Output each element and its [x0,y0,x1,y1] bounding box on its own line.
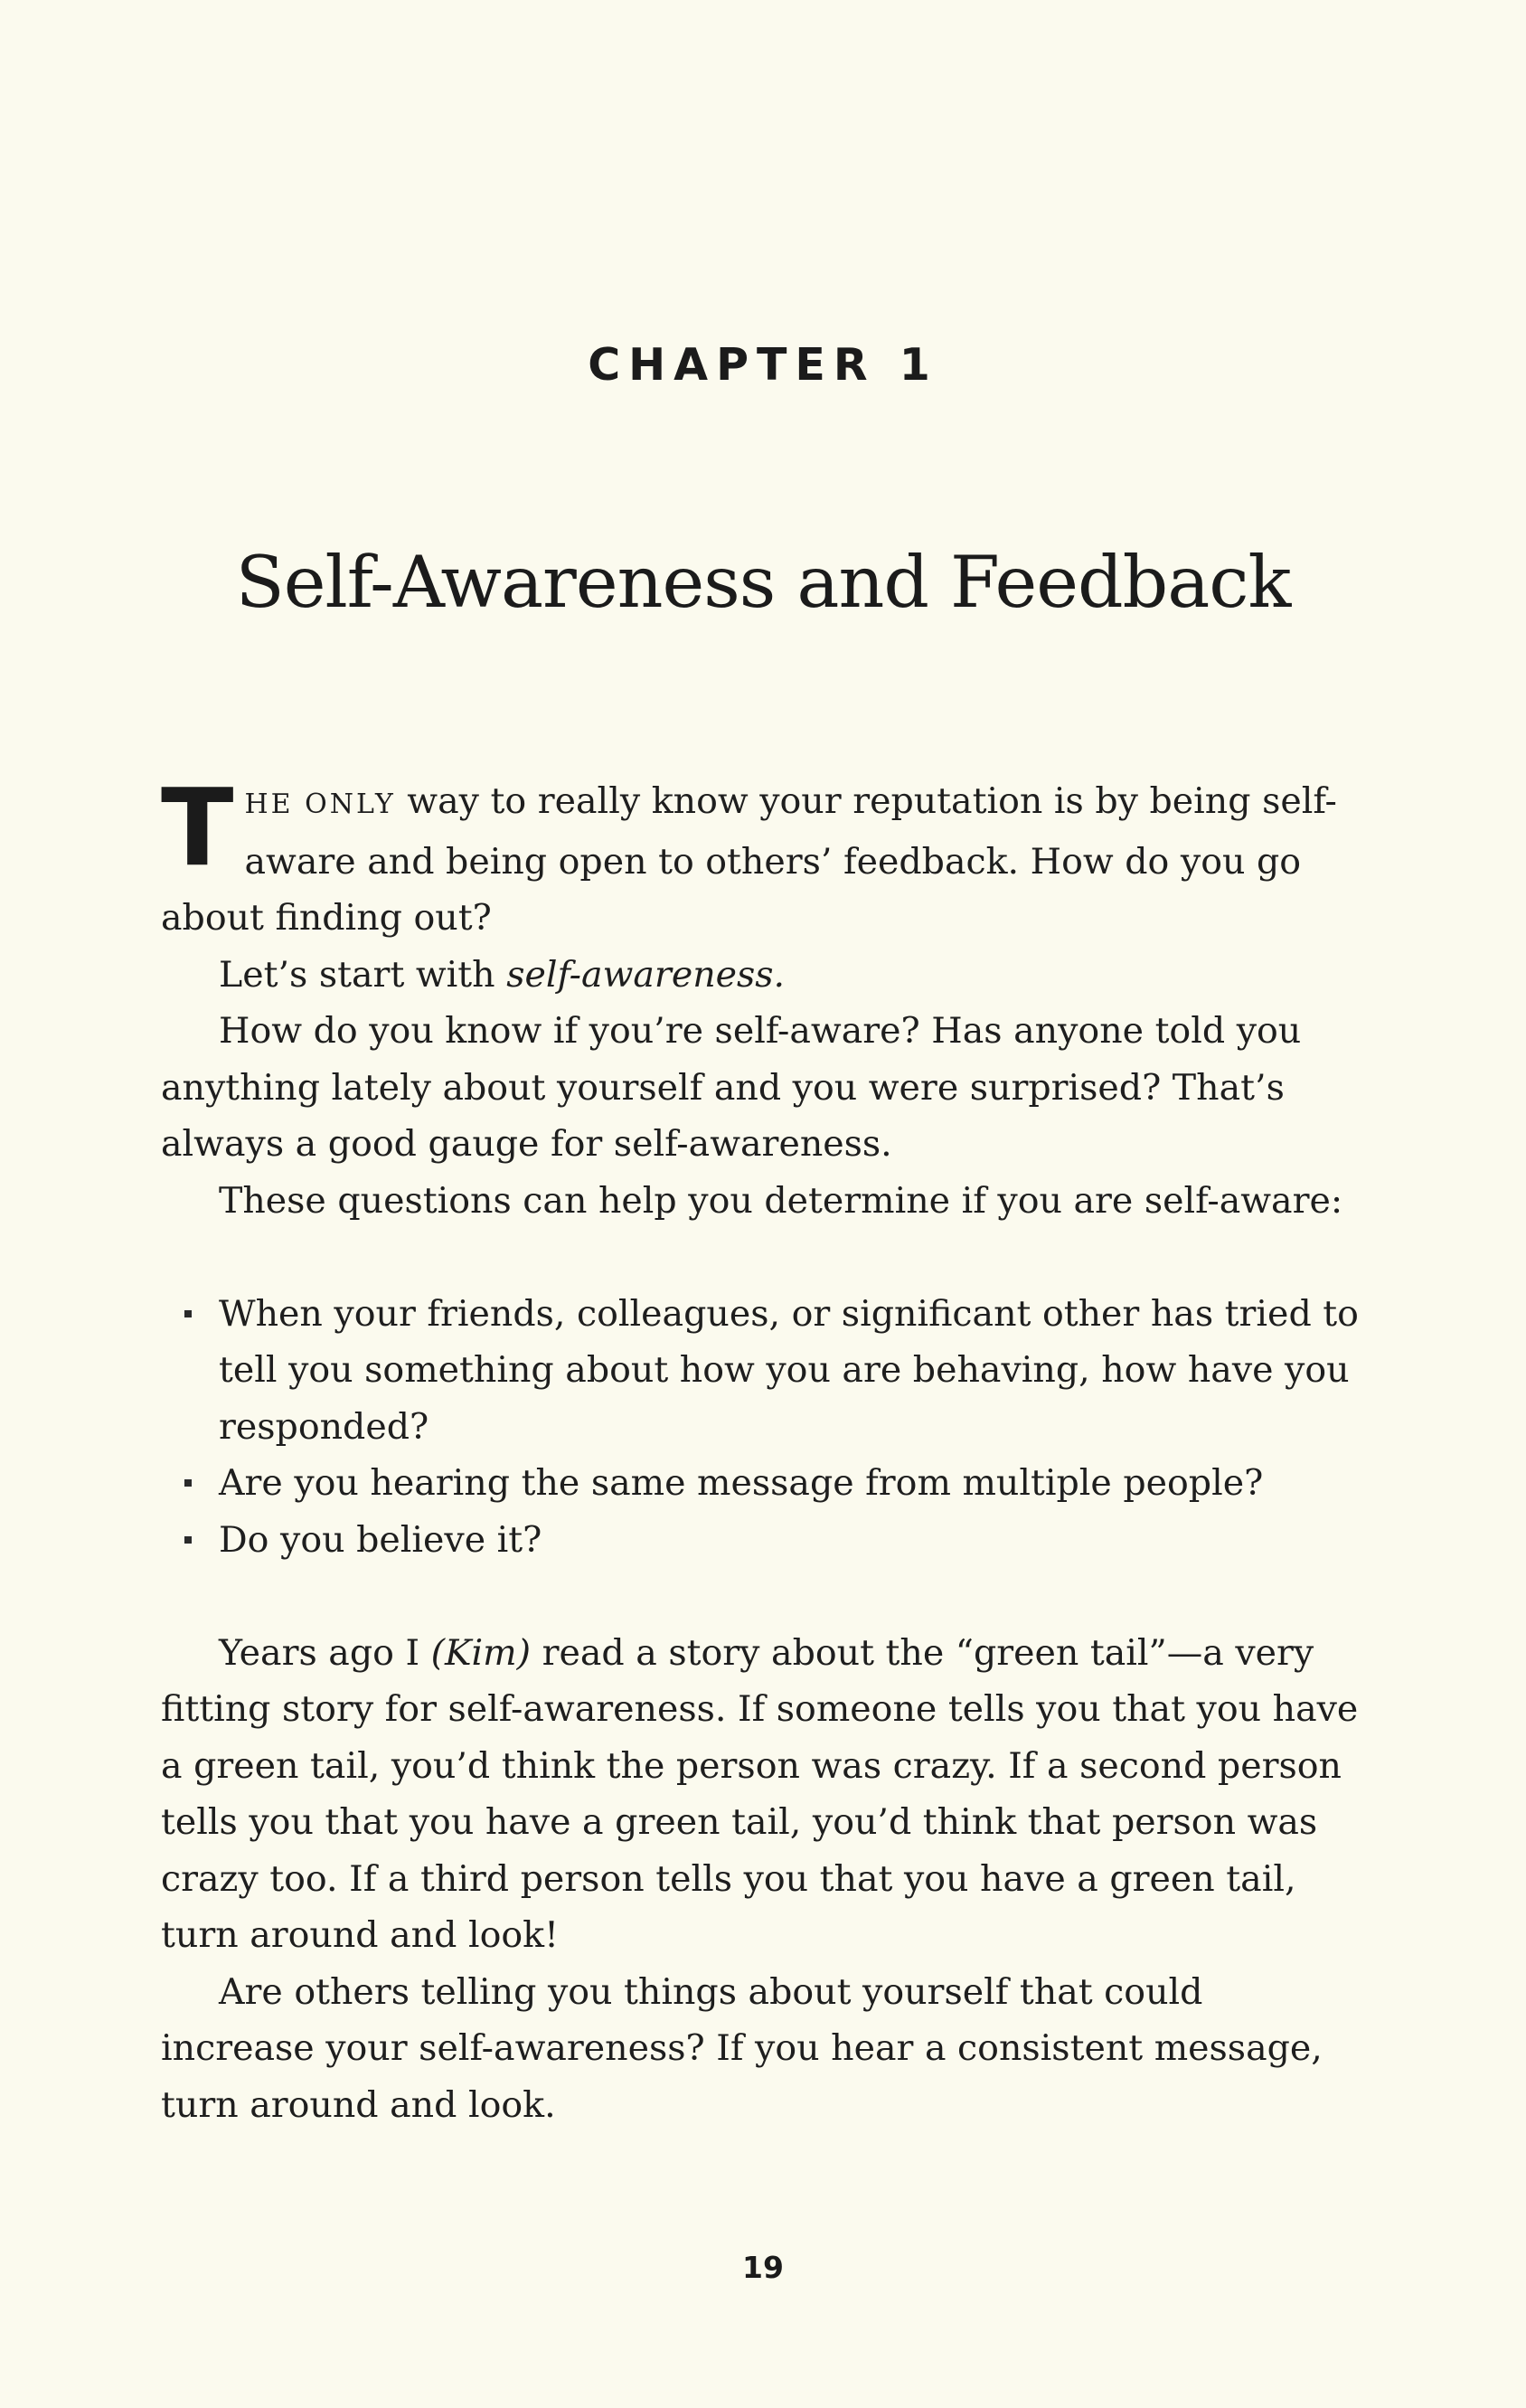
bullet-square-icon [184,1536,192,1544]
chapter-label: CHAPTER 1 [588,339,938,391]
question-list [161,1286,1361,1569]
list-item [219,1286,1361,1456]
list-item-text: Do you believe it? [219,1518,542,1561]
list-item-text: Are you hearing the same message from multiple people? [219,1462,1264,1504]
paragraph-1-text: way to really know your reputation is by being self-aware and being open to others’ feedback. How do you go about finding out? [161,780,1337,939]
bullet-square-icon [184,1479,192,1487]
list-item-text: When your friends, colleagues, or significant other has tried to tell you something about how you are behaving, how have you responded? [219,1292,1359,1448]
paragraph-1 [161,765,1361,947]
paragraph-4: These questions can help you determine if you are self-aware: [219,1179,1343,1222]
chapter-title: Self-Awareness and Feedback [235,541,1291,624]
list-item [219,1512,1361,1569]
chapter-body [161,765,1361,2133]
paragraph-5-lead: Years ago I [219,1631,431,1674]
paragraph-2-lead: Let’s start with [219,953,507,996]
paragraph-3: How do you know if you’re self-aware? Has anyone told you anything lately about yourself and you were surprised? That’s always a good gauge for self-awareness. [161,1010,1302,1165]
paragraph-2 [161,947,1361,1004]
paragraph-5-italic: (Kim) [430,1631,532,1674]
drop-cap: T [161,765,234,890]
bullet-square-icon [184,1310,192,1317]
list-item [219,1455,1361,1512]
paragraph-5-text: read a story about the “green tail”—a very fitting story for self-awareness. If someone tells you that you have a green tail, you’d think the person was crazy. If a second person tells you that you have a green tail, you’d think that person was crazy too. If a third person tells you that you have a green tail, turn around and look! [161,1631,1359,1956]
small-caps-lead: HE ONLY [244,789,396,820]
paragraph-2-italic: self-awareness. [506,953,786,996]
paragraph-5 [161,1625,1361,1964]
page-number: 19 [742,2250,784,2285]
paragraph-6: Are others telling you things about yourself that could increase your self-awareness? If you hear a consistent message, turn around and look. [161,1970,1323,2126]
